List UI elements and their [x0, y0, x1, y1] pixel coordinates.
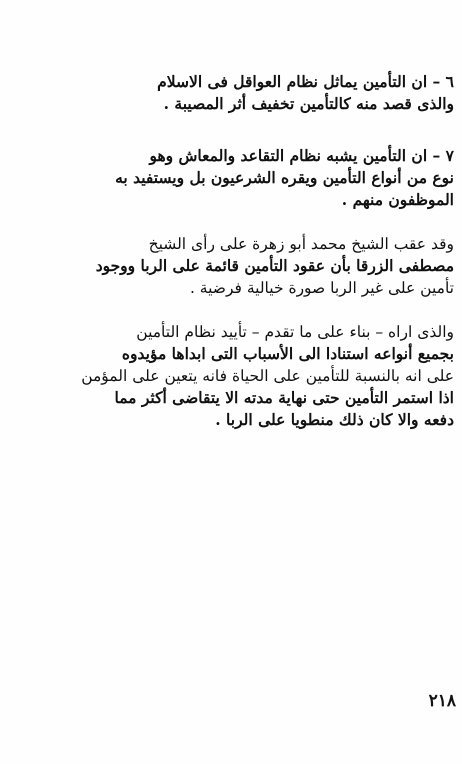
paragraph-abu-zahra-comment [34, 233, 454, 299]
text-line: الموظفون منهم . [341, 190, 454, 209]
paragraph-author-opinion [34, 321, 454, 431]
text-line: ٦ – ان التأمين يماثل نظام العواقل فى الاسلام [157, 72, 454, 91]
text-line: تأمين على غير الربا صورة خيالية فرضية . [189, 279, 454, 297]
paragraph-point-7 [34, 145, 454, 211]
text-line: والذى قصد منه كالتأمين تخفيف أثر المصيبة . [163, 94, 454, 113]
text-line: وقد عقب الشيخ محمد أبو زهرة على رأى الشيخ [148, 235, 454, 253]
text-line: على انه بالنسبة للتأمين على الحياة فانه يتعين على المؤمن [81, 367, 454, 385]
text-line: مصطفى الزرقا بأن عقود التأمين قائمة على الربا ووجود [95, 256, 454, 275]
text-line: بجميع أنواعه استنادا الى الأسباب التى ابداها مؤيدوه [121, 344, 454, 363]
text-line: اذا استمر التأمين حتى نهاية مدته الا يتقاضى أكثر مما [114, 388, 454, 407]
paragraph-point-6 [34, 71, 454, 115]
text-line: دفعه والا كان ذلك منطويا على الربا . [215, 410, 454, 429]
text-line: والذى اراه – بناء على ما تقدم – تأييد نظام التأمين [136, 323, 454, 341]
text-line: ٧ – ان التأمين يشبه نظام التقاعد والمعاش وهو [149, 146, 454, 165]
text-line: نوع من أنواع التأمين ويقره الشرعيون بل ويستفيد به [115, 168, 454, 187]
page-number: ٢١٨ [428, 691, 456, 711]
